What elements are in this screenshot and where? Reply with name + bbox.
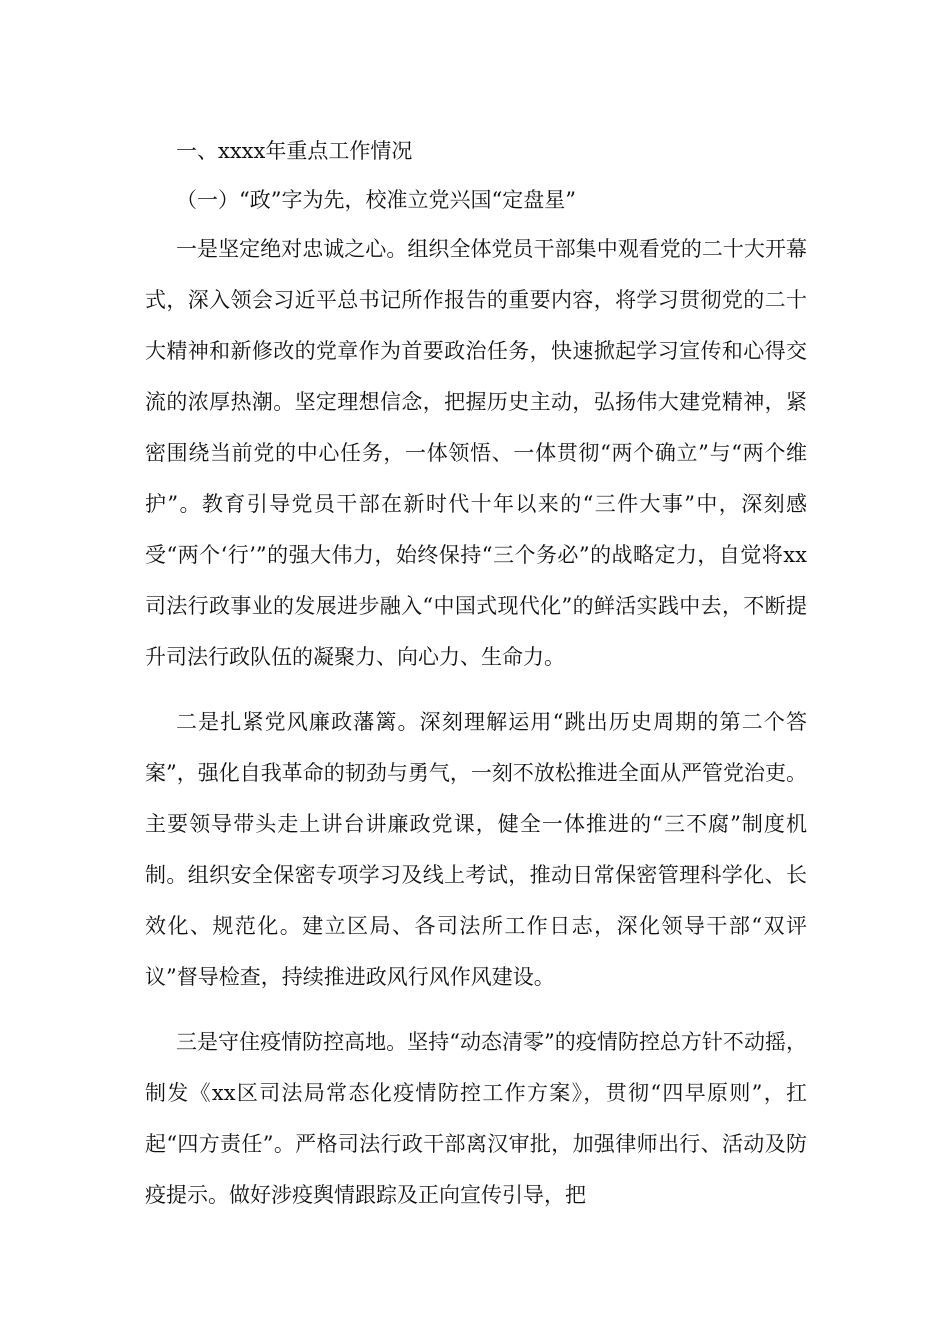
subsection-title: （一）“政”字为先，校准立党兴国“定盘星” bbox=[176, 188, 576, 212]
document-body bbox=[145, 128, 807, 1221]
section-title: 一、xxxx年重点工作情况 bbox=[176, 139, 413, 163]
paragraph-2: 二是扎紧党风廉政藩篱。深刻理解运用“跳出历史周期的第二个答案”，强化自我革命的韧劲与勇气，一刻不放松推进全面从严管党治吏。主要领导带头走上讲台讲廉政党课，健全一体推进的“三不腐”制度机制。组织安全保密专项学习及线上考试，推动日常保密管理科学化、长效化、规范化。建立区局、各司法所工作日志，深化领导干部“双评议”督导检查，持续推进政风行风作风建设。 bbox=[145, 710, 807, 989]
paragraph-3: 三是守住疫情防控高地。坚持“动态清零”的疫情防控总方针不动摇，制发《xx区司法局常态化疫情防控工作方案》，贯彻“四早原则”，扛起“四方责任”。严格司法行政干部离汉审批，加强律师出行、活动及防疫提示。做好涉疫舆情跟踪及正向宣传引导，把 bbox=[145, 1030, 807, 1207]
paragraph-1: 一是坚定绝对忠诚之心。组织全体党员干部集中观看党的二十大开幕式，深入领会习近平总书记所作报告的重要内容，将学习贯彻党的二十大精神和新修改的党章作为首要政治任务，快速掀起学习宣传和心得交流的浓厚热潮。坚定理想信念，把握历史主动，弘扬伟大建党精神，紧密围绕当前党的中心任务，一体领悟、一体贯彻“两个确立”与“两个维护”。教育引导党员干部在新时代十年以来的“三件大事”中，深刻感受“两个‘行’”的强大伟力，始终保持“三个务必”的战略定力，自觉将xx司法行政事业的发展进步融入“中国式现代化”的鲜活实践中去，不断提升司法行政队伍的凝聚力、向心力、生命力。 bbox=[145, 237, 807, 669]
